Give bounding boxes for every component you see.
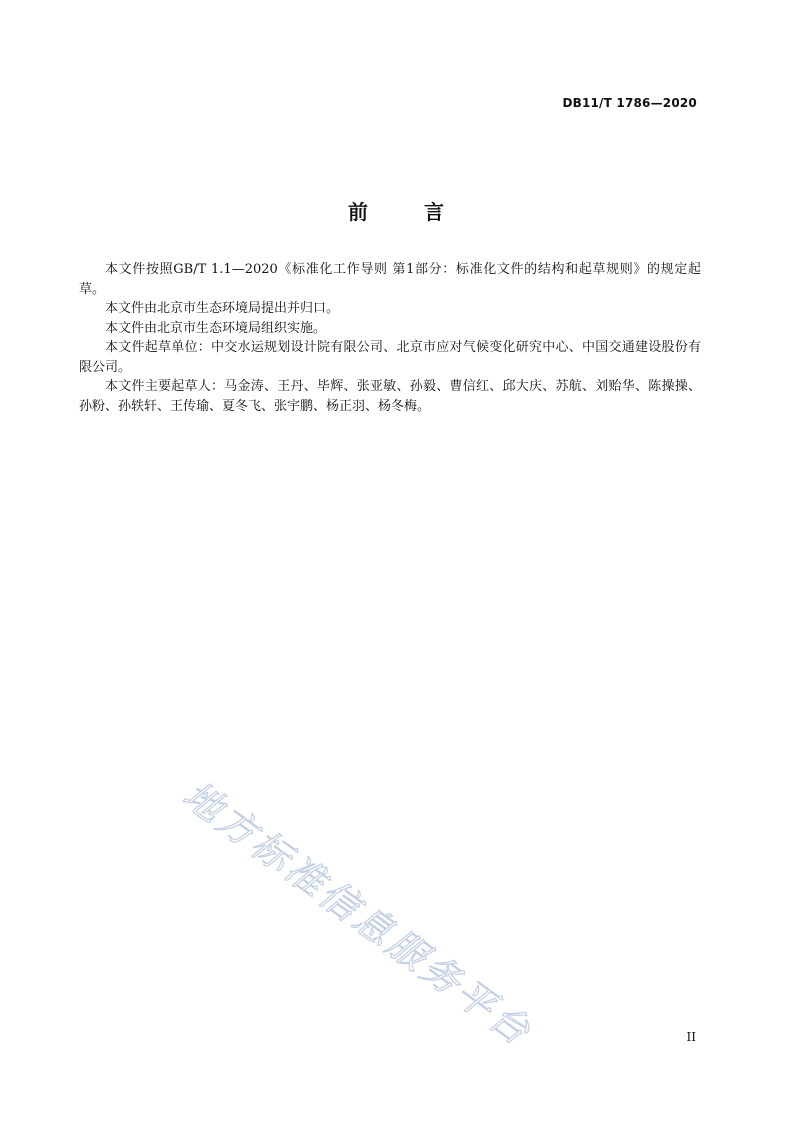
paragraph: 本文件由北京市生态环境局组织实施。: [105, 320, 327, 336]
foreword-body: [79, 260, 701, 416]
standard-code: DB11/T 1786—2020: [562, 96, 697, 110]
paragraph: 本文件起草单位：中交水运规划设计院有限公司、北京市应对气候变化研究中心、中国交通建设股份有限公司。: [79, 340, 701, 375]
page-title: 前 言: [348, 200, 462, 224]
paragraph: 本文件主要起草人：马金涛、王丹、毕辉、张亚敏、孙毅、曹信红、邱大庆、苏航、刘贻华、陈操操、孙粉、孙轶轩、王传瑜、夏冬飞、张宇鹏、杨正羽、杨冬梅。: [79, 379, 701, 414]
paragraph: 本文件按照GB/T 1.1—2020《标准化工作导则 第1部分：标准化文件的结构和起草规则》的规定起草。: [79, 262, 701, 297]
paragraph: 本文件由北京市生态环境局提出并归口。: [105, 301, 340, 316]
watermark: 地方标准信息服务平台: [175, 772, 541, 1056]
page-number: II: [686, 1030, 696, 1044]
